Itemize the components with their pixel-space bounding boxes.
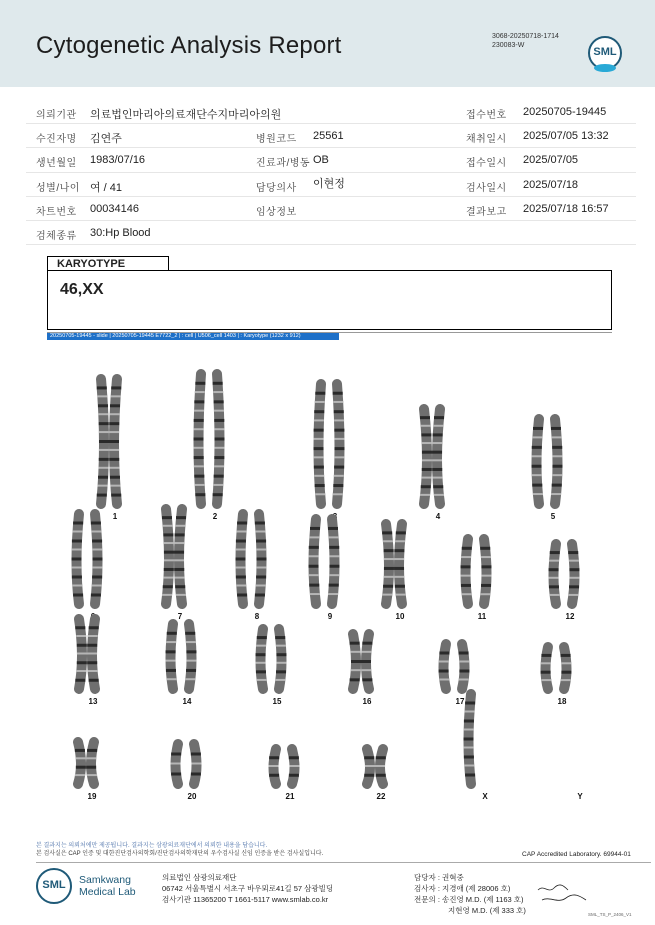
- info-row: 검체종류 30:Hp Blood: [26, 221, 636, 245]
- signature-icon: [536, 880, 596, 906]
- karyotype-label: KARYOTYPE: [47, 256, 169, 271]
- chromosome-12: [568, 544, 579, 604]
- info-row: 수진자명 김연주 병원코드 25561 채취일시 2025/07/05 13:32: [26, 124, 636, 148]
- chromosome-16: [350, 634, 361, 689]
- chromosome-label-X: X: [482, 792, 488, 801]
- collect-date-value: 2025/07/05 13:32: [523, 130, 609, 143]
- chromosome-14: [185, 624, 196, 689]
- chromosome-5: [551, 419, 562, 504]
- patient-info-table: [26, 100, 636, 245]
- chromosome-7: [174, 509, 186, 604]
- chromosome-15: [275, 629, 286, 689]
- chromosome-label-10: 10: [395, 612, 405, 621]
- chromosome-label-9: 9: [327, 612, 333, 621]
- image-info-strip: [47, 332, 612, 340]
- chromosome-label-17: 17: [455, 697, 465, 706]
- chromosome-10: [394, 524, 406, 604]
- receipt-date-value: 2025/07/05: [523, 154, 579, 167]
- chromosome-8: [255, 514, 267, 604]
- chromosome-2: [213, 374, 225, 504]
- chromosome-label-20: 20: [187, 792, 197, 801]
- sml-brand: [36, 868, 166, 908]
- chromosome-label-19: 19: [87, 792, 97, 801]
- chromosome-21: [269, 749, 280, 784]
- info-row: 차트번호 00034146 임상정보 결과보고 2025/07/18 16:57: [26, 197, 636, 221]
- chromosome-7: [162, 509, 174, 604]
- info-row: 생년월일 1983/07/16 진료과/병동 OB 접수일시 2025/07/05: [26, 148, 636, 172]
- chromosome-label-22: 22: [376, 792, 386, 801]
- chromosome-label-8: 8: [254, 612, 260, 621]
- chromosome-9: [309, 519, 320, 604]
- chromosome-label-3: 3: [332, 512, 338, 521]
- chromosome-20: [191, 744, 202, 784]
- chromosome-1: [109, 379, 121, 504]
- chromosome-6: [91, 514, 103, 604]
- info-row: 성별/나이 여 / 41 담당의사 이현정 검사일시 2025/07/18: [26, 173, 636, 197]
- chromosome-label-16: 16: [362, 697, 372, 706]
- chromosome-11: [461, 539, 472, 604]
- chromosome-10: [382, 524, 394, 604]
- chromosome-20: [171, 744, 182, 784]
- chromosome-22: [375, 749, 386, 784]
- report-date-value: 2025/07/18 16:57: [523, 202, 609, 215]
- chromosome-label-4: 4: [435, 512, 441, 521]
- chart-no-value: 00034146: [90, 202, 139, 215]
- chromosome-12: [549, 544, 560, 604]
- chromosome-3: [314, 384, 326, 504]
- chromosome-17: [459, 644, 470, 689]
- chromosome-9: [328, 519, 339, 604]
- chromosome-label-12: 12: [565, 612, 575, 621]
- brand-name: Samkwang Medical Lab: [79, 874, 136, 898]
- chromosome-17: [439, 644, 450, 689]
- chromosome-label-5: 5: [550, 512, 556, 521]
- sml-logo-icon: SML: [588, 36, 622, 70]
- lab-address: 의료법인 삼광의료재단 06742 서울특별시 서초구 바우뫼로41길 57 삼광빌딩 검사기관 11365200 T 1661-5117 www.smlab.co.kr: [162, 873, 334, 904]
- chromosome-label-6: 6: [90, 612, 96, 621]
- chromosome-19: [75, 742, 86, 784]
- chromosome-19: [86, 742, 97, 784]
- karyotype-box: [47, 270, 612, 330]
- disclaimer: 본 결과지는 의뢰처에만 제공됩니다. 결과지는 삼광의료재단에서 의뢰한 내용을 담습니다. 본 검사실은 CAP 인증 및 대한진단검사의학회/진단검사의학재단의 우수검사실 신임 인증을 받은 검사실입니다.: [36, 843, 324, 857]
- chromosome-3: [333, 384, 345, 504]
- chromosome-1: [97, 379, 109, 504]
- chromosome-label-2: 2: [212, 512, 218, 521]
- receipt-no-value: 20250705-19445: [523, 106, 607, 118]
- report-header: [0, 0, 655, 87]
- chromosome-label-18: 18: [557, 697, 567, 706]
- chromosome-label-14: 14: [182, 697, 192, 706]
- report-title: Cytogenetic Analysis Report: [36, 32, 342, 59]
- karyotype-value: 46,XX: [60, 281, 104, 298]
- chromosome-22: [364, 749, 375, 784]
- chromosome-label-13: 13: [88, 697, 98, 706]
- staff-signatures: 담당자 : 권혁중 검사자 : 지경애 (제 28006 호) 전문의 : 송진영 M.D. (제 1163 호) 지현영 M.D. (제 333 호): [414, 873, 526, 915]
- chromosome-label-11: 11: [477, 612, 487, 621]
- chromosome-11: [480, 539, 491, 604]
- specimen-value: 30:Hp Blood: [90, 226, 151, 239]
- cap-accreditation: CAP Accredited Laboratory. 69944-01: [522, 851, 631, 858]
- chromosome-label-Y: Y: [577, 792, 583, 801]
- chromosome-21: [289, 749, 300, 784]
- chromosome-label-15: 15: [272, 697, 282, 706]
- chromosome-18: [541, 647, 552, 689]
- chromosome-13: [87, 619, 99, 689]
- chromosome-13: [75, 619, 87, 689]
- chromosome-2: [194, 374, 206, 504]
- chromosome-label-7: 7: [177, 612, 183, 621]
- institution-value: 의료법인마리아의료재단수지마리아의원: [90, 109, 282, 121]
- test-date-value: 2025/07/18: [523, 178, 579, 191]
- karyogram-image: [40, 344, 630, 819]
- sml-logo-icon: SML: [36, 868, 72, 904]
- patient-name-value: 김연주: [90, 133, 122, 146]
- chromosome-4: [432, 409, 444, 504]
- karyogram: [40, 344, 630, 819]
- chromosome-label-21: 21: [285, 792, 295, 801]
- chromosome-4: [420, 409, 432, 504]
- hospital-code-value: 25561: [313, 130, 344, 143]
- dept-value: OB: [313, 154, 329, 167]
- chromosome-X: [464, 694, 476, 784]
- info-row: 의뢰기관 의료법인마리아의료재단수지마리아의원 접수번호 20250705-19445: [26, 100, 636, 124]
- sex-age-value: 여 / 41: [90, 181, 123, 194]
- chromosome-label-1: 1: [112, 512, 118, 521]
- form-number: SML_TS_P_2406_V1: [588, 912, 632, 917]
- chromosome-18: [561, 647, 572, 689]
- chromosome-16: [361, 634, 372, 689]
- chromosome-5: [532, 419, 543, 504]
- dob-value: 1983/07/16: [90, 154, 146, 167]
- chromosome-14: [166, 624, 177, 689]
- image-info-text: 20250705-19445 - slide | 20250705-19445 E7722_2 | : cell | U506_cell 1403 | : Karyotype (1232 x 912): [47, 333, 339, 340]
- chromosome-15: [256, 629, 267, 689]
- chromosome-8: [236, 514, 248, 604]
- footer-divider: [36, 862, 651, 863]
- doctor-value: 이현정: [313, 177, 345, 190]
- chromosome-6: [72, 514, 84, 604]
- document-id: 3068-20250718-1714 230083-W: [492, 33, 559, 49]
